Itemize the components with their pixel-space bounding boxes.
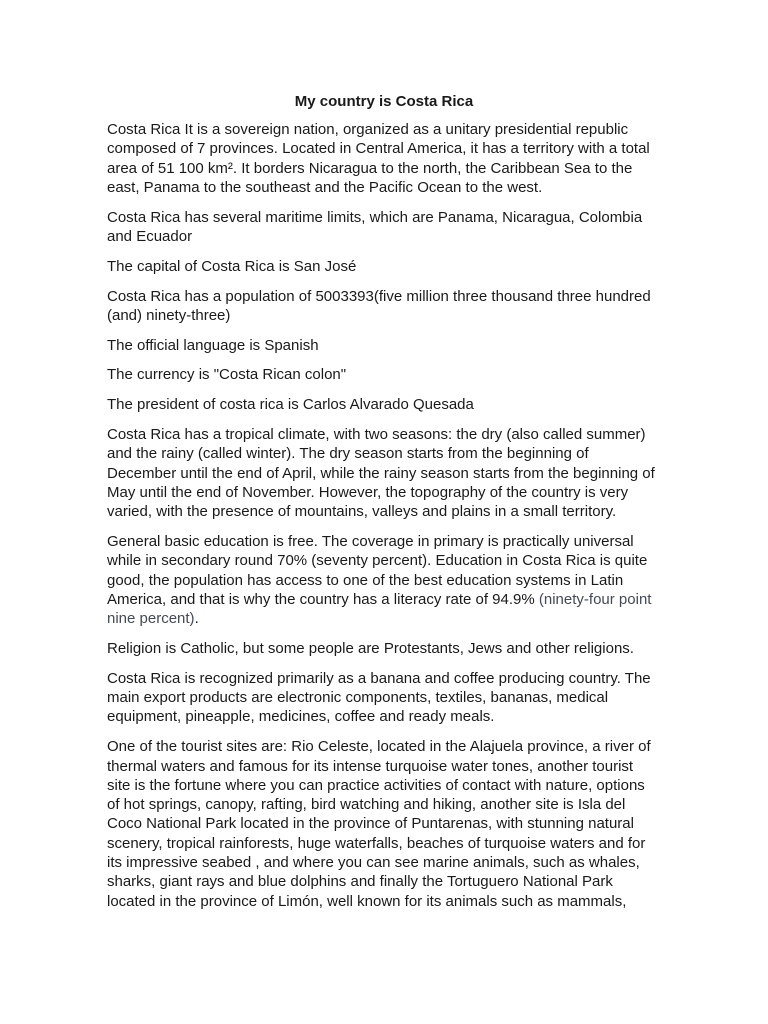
paragraph-currency — [107, 365, 663, 384]
text-line: main export products are electronic components, textiles, bananas, medical — [107, 689, 609, 707]
document-title: My country is Costa Rica — [294, 93, 474, 110]
text-line: east, Panama to the southeast and the Pacific Ocean to the west. — [107, 178, 543, 196]
text-line: America, and that is why the country has a literacy rate of 94.9% — [107, 590, 539, 608]
text-line: its impressive seabed , and where you can see marine animals, such as whales, — [107, 854, 640, 871]
text-line: Costa Rica has several maritime limits, which are Panama, Nicaragua, Colombia — [107, 208, 643, 226]
text-line: composed of 7 provinces. Located in Central America, it has a territory with a total — [107, 140, 650, 158]
text-line: (and) ninety-three) — [107, 306, 231, 324]
text-line: The official language is Spanish — [107, 336, 319, 354]
text-line: site is the fortune where you can practice activities of contact with nature, options — [107, 776, 645, 794]
text-line: Religion is Catholic, but some people are Protestants, Jews and other religions. — [107, 640, 634, 658]
paragraph-tourism — [107, 737, 663, 911]
text-line: Costa Rica It is a sovereign nation, organized as a unitary presidential republic — [107, 121, 629, 138]
literacy-rate-words: (ninety-four point — [538, 590, 652, 608]
text-line: Costa Rica is recognized primarily as a banana and coffee producing country. The — [107, 669, 651, 687]
paragraph-president — [107, 395, 663, 414]
text-line: Costa Rica has a population of 5003393(five million three thousand three hundred — [107, 287, 651, 305]
text-line: varied, with the presence of mountains, valleys and plains in a small territory. — [107, 503, 617, 521]
text-line: The currency is "Costa Rican colon" — [107, 366, 347, 384]
paragraph-capital — [107, 257, 663, 276]
paragraph-climate — [107, 425, 663, 521]
text-line: and Ecuador — [107, 227, 193, 245]
literacy-rate-words-continued: nine percent) — [107, 610, 195, 628]
text-line: good, the population has access to one of the best education systems in Latin — [107, 571, 624, 589]
text-line: and the rainy (called winter). The dry season starts from the beginning of — [107, 445, 589, 463]
paragraph-education — [107, 532, 663, 628]
text-line: area of 51 100 km². It borders Nicaragua to the north, the Caribbean Sea to the — [107, 159, 633, 177]
text-line: December until the end of April, while the rainy season starts from the beginning of — [107, 464, 655, 482]
paragraph-economy — [107, 669, 663, 727]
document-body — [107, 120, 663, 921]
text-line-end: . — [194, 610, 199, 628]
text-line: The capital of Costa Rica is San José — [107, 257, 357, 275]
paragraph-overview — [107, 120, 663, 197]
paragraph-language — [107, 336, 663, 355]
text-line: of hot springs, canopy, rafting, bird watching and hiking, another site is Isla del — [107, 796, 626, 814]
paragraph-religion — [107, 639, 663, 658]
text-line: Costa Rica has a tropical climate, with two seasons: the dry (also called summer) — [107, 426, 646, 444]
text-line: Coco National Park located in the province of Puntarenas, with stunning natural — [107, 815, 634, 833]
text-line: scenery, tropical rainforests, huge waterfalls, beaches of turquoise waters and for — [107, 834, 646, 852]
text-line: General basic education is free. The coverage in primary is practically universal — [107, 533, 634, 551]
text-line: located in the province of Limón, well known for its animals such as mammals, — [107, 892, 627, 910]
paragraph-population — [107, 287, 663, 326]
text-line: One of the tourist sites are: Rio Celeste, located in the Alajuela province, a river of — [107, 738, 651, 756]
text-line: thermal waters and famous for its intense turquoise water tones, another tourist — [107, 757, 634, 775]
text-line: May until the end of November. However, the topography of the country is very — [107, 483, 629, 501]
text-line: The president of costa rica is Carlos Alvarado Quesada — [107, 396, 474, 414]
text-line: sharks, giant rays and blue dolphins and finally the Tortuguero National Park — [107, 873, 613, 891]
text-line: while in secondary round 70% (seventy percent). Education in Costa Rica is quite — [107, 552, 648, 570]
text-line: equipment, pineapple, medicines, coffee and ready meals. — [107, 708, 495, 726]
paragraph-maritime-limits — [107, 208, 663, 247]
